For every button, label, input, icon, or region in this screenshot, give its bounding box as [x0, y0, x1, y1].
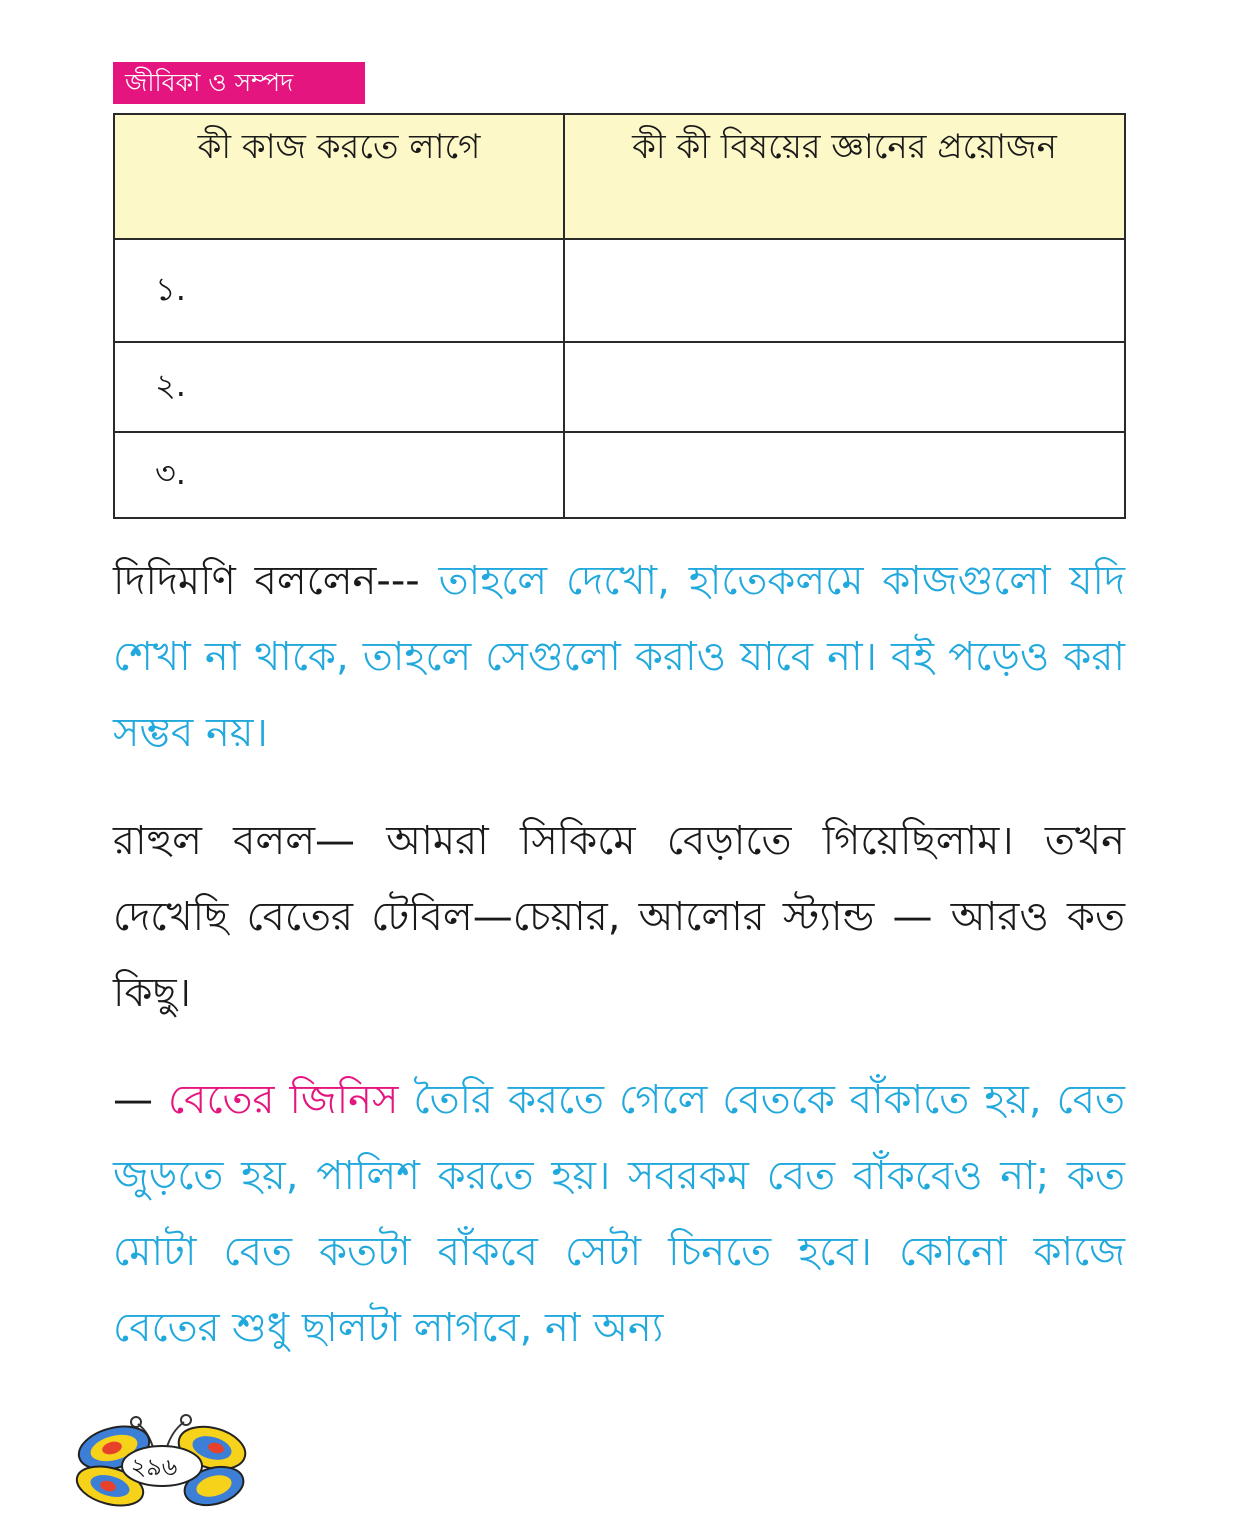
table-row: [114, 239, 1125, 342]
didimoni-speech: তাহলে দেখো, হাতেকলমে কাজগুলো যদি শেখা না থাকে, তাহলে সেগুলো করাও যাবে না। বই পড়েও করা সম্ভব নয়।: [113, 558, 1126, 756]
table-header-knowledge: কী কী বিষয়ের জ্ঞানের প্রয়োজন: [564, 114, 1125, 239]
table-row: [114, 342, 1125, 432]
table-cell-empty: [564, 432, 1125, 518]
table-row-number: ২.: [114, 342, 564, 432]
speaker-didimoni: দিদিমণি বললেন---: [113, 558, 420, 604]
page-number: ২৯৬: [130, 1453, 178, 1481]
table-header-work: কী কাজ করতে লাগে: [114, 114, 564, 239]
work-knowledge-table: [113, 113, 1126, 519]
paragraph-didimoni: [113, 543, 1125, 771]
chapter-label: জীবিকা ও সম্পদ: [113, 62, 365, 104]
table-row: [114, 432, 1125, 518]
paragraph-cane-work: [113, 1062, 1125, 1366]
table-row-number: ১.: [114, 239, 564, 342]
table-cell-empty: [564, 239, 1125, 342]
dialogue-dash: —: [113, 1077, 153, 1123]
cane-work-text: তৈরি করতে গেলে বেতকে বাঁকাতে হয়, বেত জুড়তে হয়, পালিশ করতে হয়। সবরকম বেত বাঁকবেও না; কত মোটা বেত কতটা বাঁকবে সেটা চিনতে হবে। কোনো কাজে বেতের শুধু ছালটা লাগবে, না অন্য: [113, 1077, 1125, 1351]
paragraph-rahul: রাহুল বলল— আমরা সিকিমে বেড়াতে গিয়েছিলাম। তখন দেখেছি বেতের টেবিল—চেয়ার, আলোর স্ট্যান্ড — আরও কত কিছু।: [113, 818, 1125, 1016]
table-header-row: [114, 114, 1125, 239]
table-row-number: ৩.: [114, 432, 564, 518]
table-cell-empty: [564, 342, 1125, 432]
highlight-cane-goods: বেতের জিনিস: [167, 1077, 399, 1123]
